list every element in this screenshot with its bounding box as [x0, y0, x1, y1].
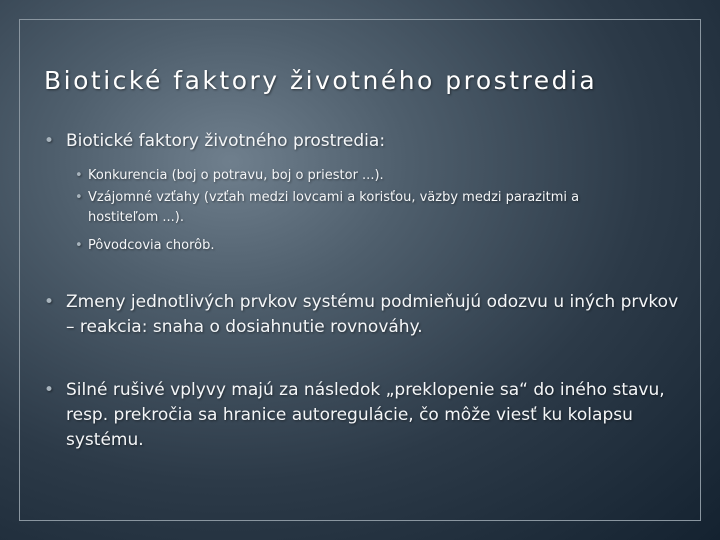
bullet-system-changes: [44, 290, 686, 340]
sub-bullet-pathogens: [75, 236, 628, 256]
slide-title: Biotické faktory životného prostredia: [44, 66, 598, 95]
sub-bullet-text: Konkurencia (boj o potravu, boj o priestor ...).: [88, 168, 384, 183]
bullet-dot-icon: •: [44, 131, 55, 151]
bullet-text: Silné rušivé vplyvy majú za následok „preklopenie sa“ do iného stavu, resp. prekročia sa hranice autoregulácie, čo môže viesť ku kolapsu systému.: [66, 380, 665, 450]
bullet-dot-icon: •: [44, 380, 55, 400]
sub-bullet-dot-icon: •: [75, 238, 83, 253]
sub-bullet-dot-icon: •: [75, 190, 83, 205]
sub-bullet-text: Pôvodcovia chorôb.: [88, 238, 215, 253]
sub-bullet-dot-icon: •: [75, 168, 83, 183]
sub-bullet-text: Vzájomné vzťahy (vzťah medzi lovcami a korisťou, väzby medzi parazitmi a hostiteľom ...).: [88, 190, 580, 225]
bullet-text: Zmeny jednotlivých prvkov systému podmieňujú odozvu u iných prvkov – reakcia: snaha o dosiahnutie rovnováhy.: [66, 292, 679, 337]
bullet-biotic-factors: [44, 129, 686, 154]
sub-bullet-relations: [75, 188, 628, 228]
bullet-disturbances: [44, 378, 686, 453]
bullet-dot-icon: •: [44, 292, 55, 312]
bullet-text: Biotické faktory životného prostredia:: [66, 131, 386, 151]
sub-bullet-competition: [75, 166, 628, 186]
